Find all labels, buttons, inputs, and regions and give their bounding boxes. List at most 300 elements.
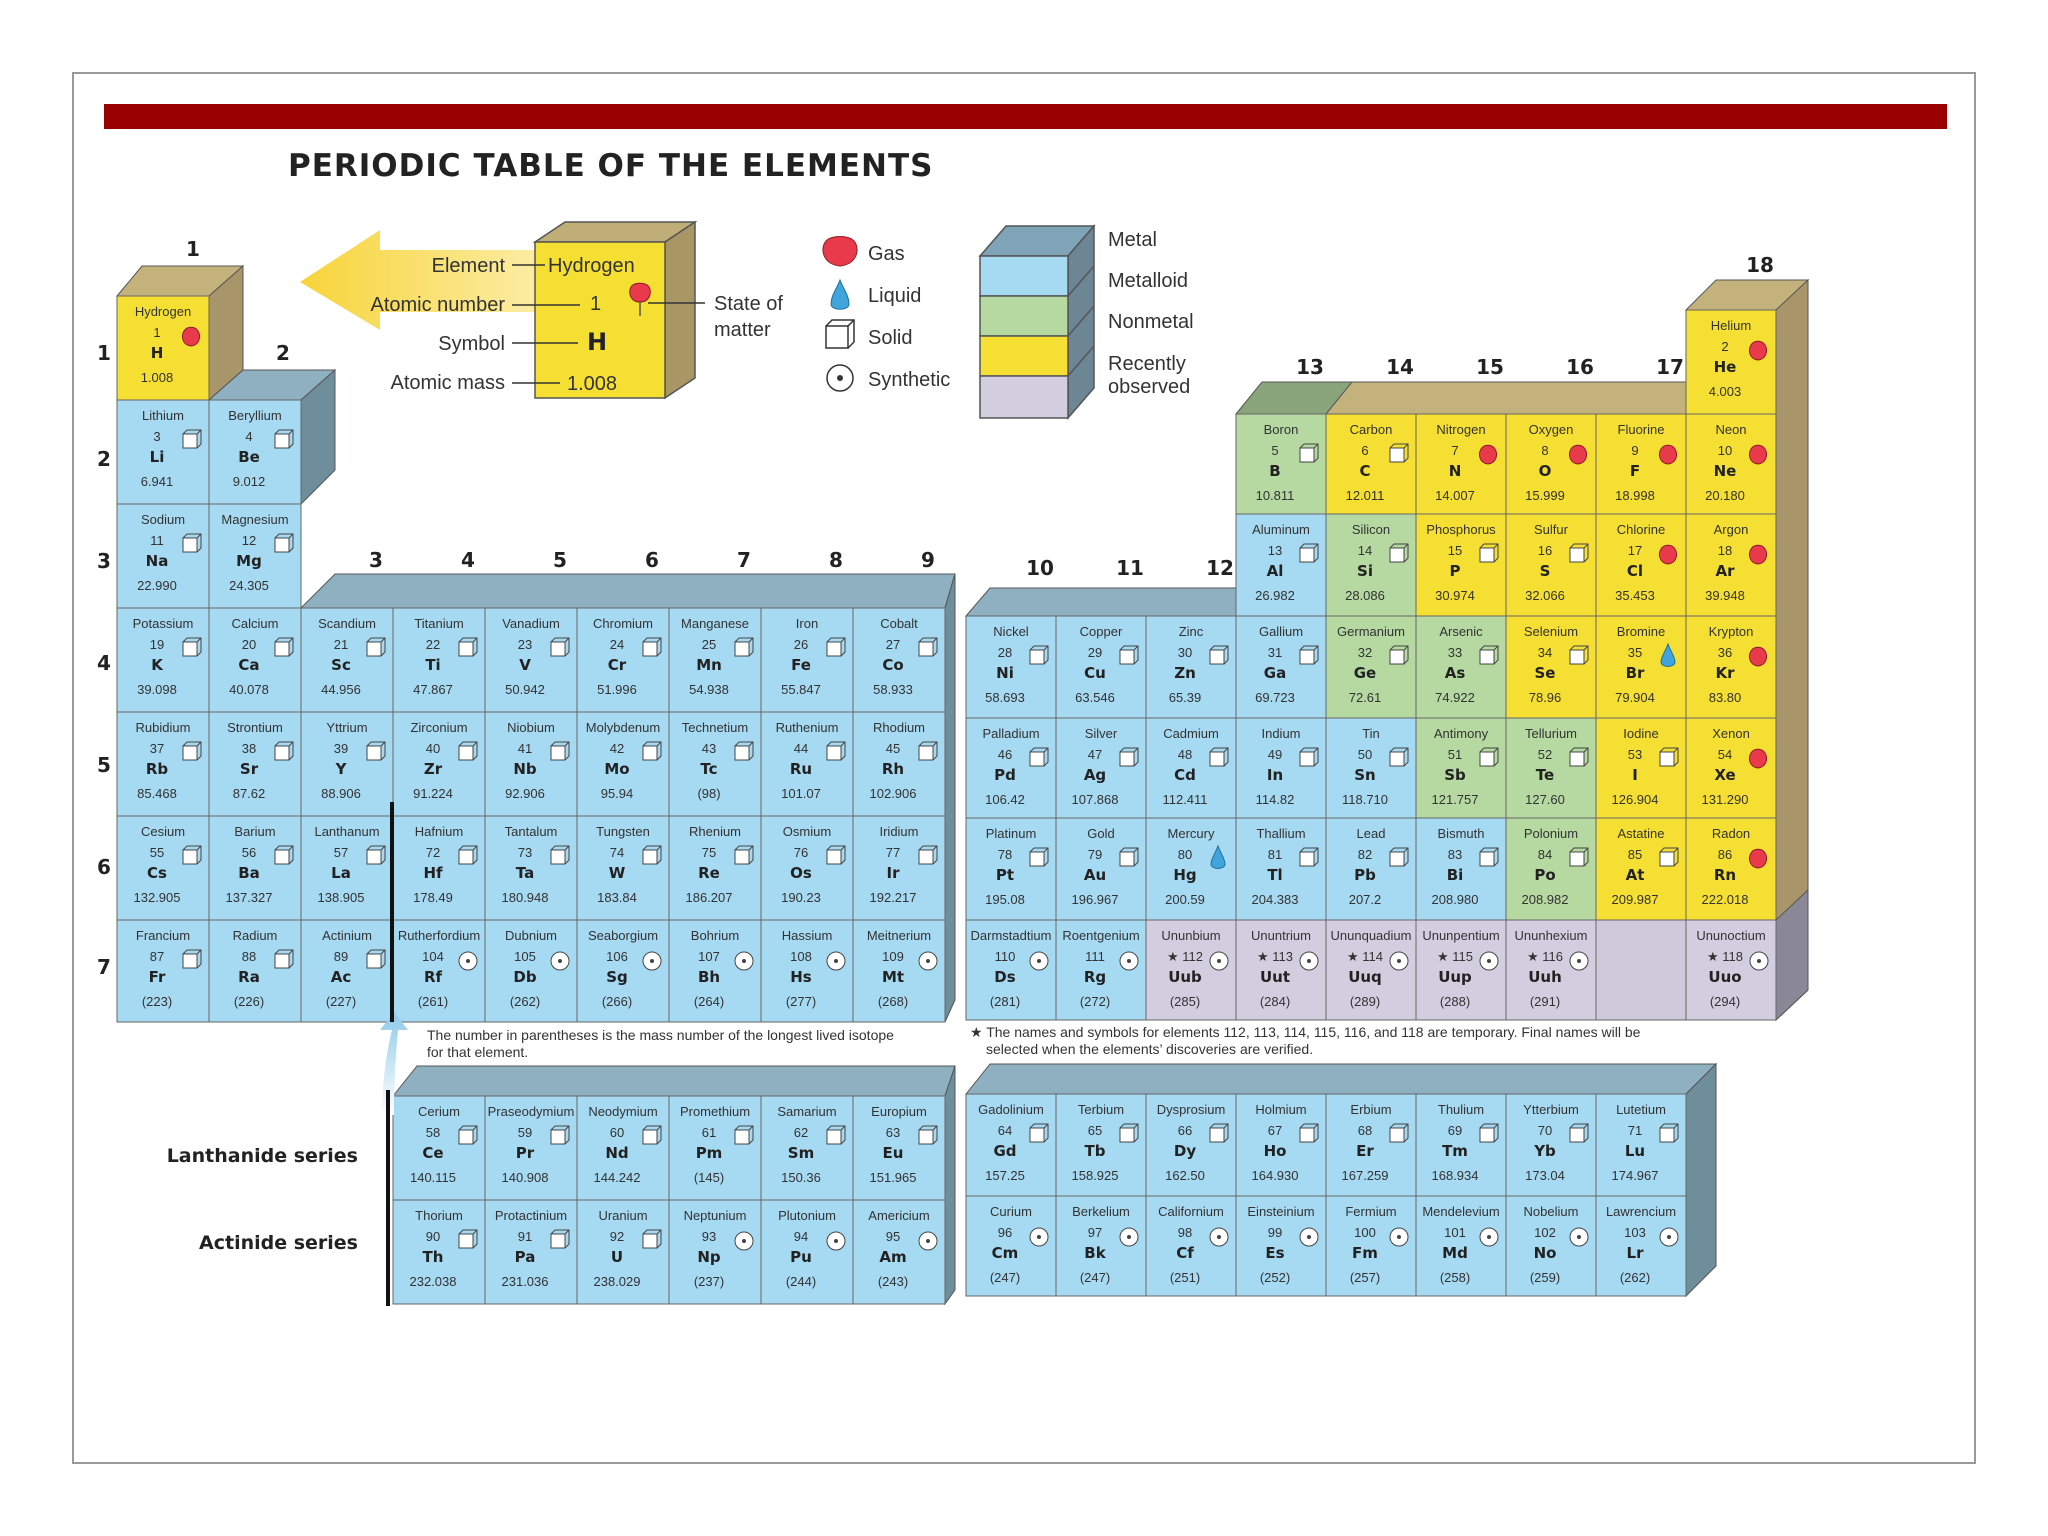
atomic-mass: 28.086 bbox=[1345, 588, 1385, 603]
atomic-number: 91 bbox=[517, 1229, 533, 1244]
group-number-1: 1 bbox=[186, 237, 200, 261]
element-dysprosium[interactable] bbox=[1146, 1094, 1236, 1196]
element-bromine[interactable] bbox=[1596, 616, 1686, 718]
element-symbol: Ba bbox=[238, 864, 260, 882]
element-symbol: Sm bbox=[787, 1144, 815, 1162]
atomic-mass: (261) bbox=[417, 994, 449, 1009]
atomic-number: 76 bbox=[793, 845, 809, 860]
atomic-number: 89 bbox=[333, 949, 349, 964]
element-xenon[interactable] bbox=[1686, 718, 1776, 818]
element-symbol: Eu bbox=[882, 1144, 904, 1162]
synthetic-icon bbox=[1120, 1228, 1138, 1246]
atomic-mass: (251) bbox=[1169, 1270, 1201, 1285]
element-symbol: Se bbox=[1534, 664, 1556, 682]
element-vanadium[interactable] bbox=[485, 608, 577, 712]
element-lithium[interactable] bbox=[117, 400, 209, 504]
atomic-mass: (285) bbox=[1169, 994, 1201, 1009]
element-aluminum[interactable] bbox=[1236, 514, 1326, 616]
element-cobalt[interactable] bbox=[853, 608, 945, 712]
element-samarium[interactable] bbox=[761, 1096, 853, 1200]
element-lanthanum[interactable] bbox=[301, 816, 393, 920]
atomic-mass: 118.710 bbox=[1341, 792, 1389, 807]
gas-icon bbox=[1659, 545, 1676, 564]
element-einsteinium[interactable] bbox=[1236, 1196, 1326, 1296]
atomic-mass: 35.453 bbox=[1615, 588, 1655, 603]
element-uranium[interactable] bbox=[577, 1200, 669, 1304]
atomic-mass: 231.036 bbox=[501, 1274, 549, 1289]
element-name: Vanadium bbox=[502, 616, 560, 631]
atomic-mass: 51.996 bbox=[597, 682, 637, 697]
legend-metalloid-swatch bbox=[980, 296, 1068, 336]
element-osmium[interactable] bbox=[761, 816, 853, 920]
element-berkelium[interactable] bbox=[1056, 1196, 1146, 1296]
element-cesium[interactable] bbox=[117, 816, 209, 920]
element-francium[interactable] bbox=[117, 920, 209, 1022]
element-name: Manganese bbox=[681, 616, 749, 631]
atomic-number: 24 bbox=[609, 637, 625, 652]
element-protactinium[interactable] bbox=[485, 1200, 577, 1304]
atomic-number: 31 bbox=[1267, 645, 1283, 660]
element-name: Phosphorus bbox=[1426, 522, 1496, 537]
element-name: Xenon bbox=[1712, 726, 1750, 741]
group-number-5: 5 bbox=[553, 548, 567, 572]
element-technetium[interactable] bbox=[669, 712, 761, 816]
element-symbol: Sn bbox=[1354, 766, 1376, 784]
element-symbol: Te bbox=[1535, 766, 1555, 784]
element-symbol: Nd bbox=[605, 1144, 629, 1162]
element-dubnium[interactable] bbox=[485, 920, 577, 1022]
atomic-mass: 137.327 bbox=[225, 890, 273, 905]
element-symbol: Li bbox=[149, 448, 165, 466]
element-ruthenium[interactable] bbox=[761, 712, 853, 816]
element-europium[interactable] bbox=[853, 1096, 945, 1200]
element-symbol: Bh bbox=[697, 968, 721, 986]
atomic-mass: (145) bbox=[693, 1170, 725, 1185]
element-americium[interactable] bbox=[853, 1200, 945, 1304]
atomic-number: 15 bbox=[1447, 543, 1463, 558]
element-oxygen[interactable] bbox=[1506, 414, 1596, 514]
element-silver[interactable] bbox=[1056, 718, 1146, 818]
atomic-mass: 72.61 bbox=[1348, 690, 1382, 705]
element-symbol: Uut bbox=[1259, 968, 1291, 986]
atomic-number: 97 bbox=[1087, 1225, 1103, 1240]
atomic-number: 98 bbox=[1177, 1225, 1193, 1240]
element-symbol: Ce bbox=[422, 1144, 444, 1162]
element-cerium[interactable] bbox=[393, 1096, 485, 1200]
atomic-number: 11 bbox=[150, 533, 164, 548]
element-titanium[interactable] bbox=[393, 608, 485, 712]
element-hafnium[interactable] bbox=[393, 816, 485, 920]
element-bohrium[interactable] bbox=[669, 920, 761, 1022]
element-name: Praseodymium bbox=[487, 1104, 575, 1119]
element-potassium[interactable] bbox=[117, 608, 209, 712]
element-name: Zirconium bbox=[410, 720, 468, 735]
element-symbol: Pd bbox=[994, 766, 1016, 784]
element-plutonium[interactable] bbox=[761, 1200, 853, 1304]
atomic-number: 80 bbox=[1177, 847, 1193, 862]
atomic-mass: 164.930 bbox=[1251, 1168, 1299, 1183]
element-name: Fermium bbox=[1345, 1204, 1397, 1219]
element-ununoctium[interactable] bbox=[1686, 920, 1776, 1020]
element-lead[interactable] bbox=[1326, 818, 1416, 920]
atomic-mass: 47.867 bbox=[413, 682, 453, 697]
element-zinc[interactable] bbox=[1146, 616, 1236, 718]
element-radon[interactable] bbox=[1686, 818, 1776, 920]
atomic-number: 107 bbox=[698, 949, 720, 964]
element-name: Platinum bbox=[985, 826, 1037, 841]
element-meitnerium[interactable] bbox=[853, 920, 945, 1022]
element-symbol: No bbox=[1533, 1244, 1557, 1262]
element-barium[interactable] bbox=[209, 816, 301, 920]
element-chromium[interactable] bbox=[577, 608, 669, 712]
element-gadolinium[interactable] bbox=[966, 1094, 1056, 1196]
atomic-mass: 78.96 bbox=[1528, 690, 1562, 705]
element-bismuth[interactable] bbox=[1416, 818, 1506, 920]
element-name: Ununtrium bbox=[1251, 928, 1311, 943]
atomic-mass: 63.546 bbox=[1075, 690, 1115, 705]
synthetic-icon bbox=[1300, 952, 1318, 970]
legend-nonmetal-swatch bbox=[980, 336, 1068, 376]
element-radium[interactable] bbox=[209, 920, 301, 1022]
element-cadmium[interactable] bbox=[1146, 718, 1236, 818]
element-ununpentium[interactable] bbox=[1416, 920, 1506, 1020]
element-name: Dysprosium bbox=[1156, 1102, 1226, 1117]
element-symbol: Hg bbox=[1173, 866, 1197, 884]
element-symbol: Cu bbox=[1084, 664, 1106, 682]
atomic-number: 66 bbox=[1177, 1123, 1193, 1138]
element-sulfur[interactable] bbox=[1506, 514, 1596, 616]
element-erbium[interactable] bbox=[1326, 1094, 1416, 1196]
element-name: Einsteinium bbox=[1247, 1204, 1315, 1219]
element-nitrogen[interactable] bbox=[1416, 414, 1506, 514]
element-lutetium[interactable] bbox=[1596, 1094, 1686, 1196]
element-zirconium[interactable] bbox=[393, 712, 485, 816]
element-mercury[interactable] bbox=[1146, 818, 1236, 920]
key-sample-symbol: H bbox=[587, 328, 608, 356]
element-nickel[interactable] bbox=[966, 616, 1056, 718]
element-chlorine[interactable] bbox=[1596, 514, 1686, 616]
element-rutherfordium[interactable] bbox=[393, 920, 485, 1022]
element-name: Ununoctium bbox=[1696, 928, 1766, 943]
element-symbol: Rf bbox=[423, 968, 443, 986]
atomic-number: 86 bbox=[1717, 847, 1733, 862]
group-number-10: 10 bbox=[1026, 556, 1054, 580]
element-name: Thorium bbox=[415, 1208, 463, 1223]
atomic-mass: (237) bbox=[693, 1274, 725, 1289]
atomic-mass: 121.757 bbox=[1431, 792, 1479, 807]
element-nobelium[interactable] bbox=[1506, 1196, 1596, 1296]
element-name: Polonium bbox=[1523, 826, 1579, 841]
element-palladium[interactable] bbox=[966, 718, 1056, 818]
element-selenium[interactable] bbox=[1506, 616, 1596, 718]
element-hydrogen[interactable] bbox=[117, 296, 209, 400]
element-strontium[interactable] bbox=[209, 712, 301, 816]
atomic-number: 40 bbox=[425, 741, 441, 756]
element-name: Osmium bbox=[782, 824, 832, 839]
element-californium[interactable] bbox=[1146, 1196, 1236, 1296]
element-name: Terbium bbox=[1077, 1102, 1125, 1117]
atomic-number: 55 bbox=[149, 845, 165, 860]
atomic-mass: 74.922 bbox=[1435, 690, 1475, 705]
atomic-number: 53 bbox=[1627, 747, 1643, 762]
group-number-14: 14 bbox=[1386, 355, 1414, 379]
mass-note-line-1: The number in parentheses is the mass number of the longest lived isotope bbox=[427, 1027, 894, 1043]
atomic-mass: 180.948 bbox=[501, 890, 549, 905]
element-name: Bromine bbox=[1616, 624, 1666, 639]
element-symbol: Mn bbox=[696, 656, 722, 674]
atomic-mass: 101.07 bbox=[781, 786, 821, 801]
atomic-number: 65 bbox=[1087, 1123, 1103, 1138]
atomic-mass: 174.967 bbox=[1611, 1168, 1659, 1183]
element-symbol: V bbox=[519, 656, 531, 674]
element-name: Europium bbox=[871, 1104, 927, 1119]
atomic-mass: 88.906 bbox=[321, 786, 361, 801]
atomic-mass: 22.990 bbox=[137, 578, 177, 593]
atomic-number: 13 bbox=[1267, 543, 1283, 558]
element-symbol: Lu bbox=[1624, 1142, 1646, 1160]
element-molybdenum[interactable] bbox=[577, 712, 669, 816]
atomic-mass: 40.078 bbox=[229, 682, 269, 697]
element-krypton[interactable] bbox=[1686, 616, 1776, 718]
synthetic-icon bbox=[1480, 1228, 1498, 1246]
element-iron[interactable] bbox=[761, 608, 853, 712]
element-ununtrium[interactable] bbox=[1236, 920, 1326, 1020]
element-symbol: Md bbox=[1442, 1244, 1468, 1262]
element-symbol: Uub bbox=[1168, 968, 1202, 986]
key-sample-number: 1 bbox=[590, 293, 602, 315]
element-rubidium[interactable] bbox=[117, 712, 209, 816]
element-calcium[interactable] bbox=[209, 608, 301, 712]
element-name: Carbon bbox=[1349, 422, 1393, 437]
actinide-series-label: Actinide series bbox=[199, 1232, 358, 1254]
period-number-4: 4 bbox=[97, 651, 111, 675]
synthetic-icon bbox=[1480, 952, 1498, 970]
atomic-number: 94 bbox=[793, 1229, 809, 1244]
atomic-mass: 232.038 bbox=[409, 1274, 457, 1289]
element-curium[interactable] bbox=[966, 1196, 1056, 1296]
atomic-number: 12 bbox=[241, 533, 257, 548]
element-arsenic[interactable] bbox=[1416, 616, 1506, 718]
element-name: Bohrium bbox=[690, 928, 740, 943]
element-helium[interactable] bbox=[1686, 310, 1776, 414]
element-thorium[interactable] bbox=[393, 1200, 485, 1304]
element-roentgenium[interactable] bbox=[1056, 920, 1146, 1020]
element-praseodymium[interactable] bbox=[485, 1096, 577, 1200]
element-name: Aluminum bbox=[1252, 522, 1310, 537]
synthetic-icon bbox=[551, 952, 569, 970]
atomic-number: 104 bbox=[422, 949, 444, 964]
element-argon[interactable] bbox=[1686, 514, 1776, 616]
element-symbol: Sc bbox=[331, 656, 351, 674]
atomic-mass: 106.42 bbox=[985, 792, 1025, 807]
element-empty-117[interactable] bbox=[1596, 920, 1686, 1020]
element-antimony[interactable] bbox=[1416, 718, 1506, 818]
element-scandium[interactable] bbox=[301, 608, 393, 712]
element-ununhexium[interactable] bbox=[1506, 920, 1596, 1020]
atomic-number: 75 bbox=[701, 845, 717, 860]
element-promethium[interactable] bbox=[669, 1096, 761, 1200]
element-silicon[interactable] bbox=[1326, 514, 1416, 616]
element-thulium[interactable] bbox=[1416, 1094, 1506, 1196]
atomic-mass: (247) bbox=[989, 1270, 1021, 1285]
atomic-mass: (264) bbox=[693, 994, 725, 1009]
element-name: Selenium bbox=[1523, 624, 1579, 639]
element-name: Zinc bbox=[1178, 624, 1204, 639]
atomic-mass: (272) bbox=[1079, 994, 1111, 1009]
atomic-number: 42 bbox=[609, 741, 625, 756]
element-mendelevium[interactable] bbox=[1416, 1196, 1506, 1296]
element-darmstadtium[interactable] bbox=[966, 920, 1056, 1020]
element-symbol: Ac bbox=[330, 968, 352, 986]
gas-icon bbox=[1479, 445, 1496, 464]
atomic-number: 92 bbox=[609, 1229, 625, 1244]
element-name: Francium bbox=[135, 928, 191, 943]
element-symbol: Ni bbox=[996, 664, 1014, 682]
element-holmium[interactable] bbox=[1236, 1094, 1326, 1196]
mass-note-line-2: for that element. bbox=[427, 1044, 529, 1060]
key-atomic-mass-label: Atomic mass bbox=[390, 372, 505, 394]
atomic-mass: 126.904 bbox=[1611, 792, 1659, 807]
element-name: Beryllium bbox=[228, 408, 282, 423]
atomic-number: 79 bbox=[1087, 847, 1103, 862]
element-manganese[interactable] bbox=[669, 608, 761, 712]
element-tungsten[interactable] bbox=[577, 816, 669, 920]
element-ununbium[interactable] bbox=[1146, 920, 1236, 1020]
element-tellurium[interactable] bbox=[1506, 718, 1596, 818]
atomic-mass: (223) bbox=[141, 994, 173, 1009]
atomic-number: 106 bbox=[606, 949, 628, 964]
element-platinum[interactable] bbox=[966, 818, 1056, 920]
element-symbol: Pt bbox=[995, 866, 1015, 884]
synthetic-icon bbox=[1390, 952, 1408, 970]
key-state-label-2: matter bbox=[714, 319, 771, 341]
atomic-mass: 54.938 bbox=[689, 682, 729, 697]
element-niobium[interactable] bbox=[485, 712, 577, 816]
element-tin[interactable] bbox=[1326, 718, 1416, 818]
element-astatine[interactable] bbox=[1596, 818, 1686, 920]
synthetic-icon bbox=[735, 1232, 753, 1250]
element-gold[interactable] bbox=[1056, 818, 1146, 920]
element-symbol: Sr bbox=[239, 760, 259, 778]
atomic-number: 6 bbox=[1361, 443, 1369, 458]
atomic-mass: 238.029 bbox=[593, 1274, 641, 1289]
atomic-number: ★ 118 bbox=[1707, 949, 1743, 964]
atomic-number: 85 bbox=[1627, 847, 1643, 862]
atomic-number: 14 bbox=[1357, 543, 1373, 558]
element-name: Copper bbox=[1079, 624, 1123, 639]
element-iodine[interactable] bbox=[1596, 718, 1686, 818]
element-name: Rutherfordium bbox=[397, 928, 481, 943]
element-neon[interactable] bbox=[1686, 414, 1776, 514]
element-hassium[interactable] bbox=[761, 920, 853, 1022]
legend-types bbox=[980, 226, 1194, 418]
element-fluorine[interactable] bbox=[1596, 414, 1686, 514]
gas-icon bbox=[1569, 445, 1586, 464]
element-yttrium[interactable] bbox=[301, 712, 393, 816]
element-rhodium[interactable] bbox=[853, 712, 945, 816]
atomic-number: 82 bbox=[1357, 847, 1373, 862]
group-number-15: 15 bbox=[1476, 355, 1504, 379]
group-number-6: 6 bbox=[645, 548, 659, 572]
synthetic-icon bbox=[1030, 952, 1048, 970]
element-phosphorus[interactable] bbox=[1416, 514, 1506, 616]
element-symbol: Br bbox=[1625, 664, 1645, 682]
element-fermium[interactable] bbox=[1326, 1196, 1416, 1296]
atomic-mass: (244) bbox=[785, 1274, 817, 1289]
atomic-number: 83 bbox=[1447, 847, 1463, 862]
atomic-mass: 24.305 bbox=[229, 578, 269, 593]
element-iridium[interactable] bbox=[853, 816, 945, 920]
element-symbol: Pu bbox=[790, 1248, 812, 1266]
element-neptunium[interactable] bbox=[669, 1200, 761, 1304]
element-germanium[interactable] bbox=[1326, 616, 1416, 718]
element-polonium[interactable] bbox=[1506, 818, 1596, 920]
element-symbol: Hs bbox=[790, 968, 812, 986]
atomic-mass: 183.84 bbox=[597, 890, 637, 905]
element-beryllium[interactable] bbox=[209, 400, 301, 504]
element-symbol: Ho bbox=[1263, 1142, 1287, 1160]
atomic-number: 52 bbox=[1537, 747, 1553, 762]
atomic-mass: (262) bbox=[1619, 1270, 1651, 1285]
atomic-mass: 92.906 bbox=[505, 786, 545, 801]
atomic-number: 61 bbox=[701, 1125, 717, 1140]
element-magnesium[interactable] bbox=[209, 504, 301, 608]
element-tantalum[interactable] bbox=[485, 816, 577, 920]
element-indium[interactable] bbox=[1236, 718, 1326, 818]
element-seaborgium[interactable] bbox=[577, 920, 669, 1022]
synthetic-icon bbox=[919, 1232, 937, 1250]
element-copper[interactable] bbox=[1056, 616, 1146, 718]
element-gallium[interactable] bbox=[1236, 616, 1326, 718]
element-name: Tungsten bbox=[596, 824, 650, 839]
element-name: Uranium bbox=[598, 1208, 648, 1223]
atomic-mass: 173.04 bbox=[1525, 1168, 1565, 1183]
gas-icon bbox=[1749, 341, 1766, 360]
element-lawrencium[interactable] bbox=[1596, 1196, 1686, 1296]
element-thallium[interactable] bbox=[1236, 818, 1326, 920]
synthetic-icon bbox=[735, 952, 753, 970]
element-symbol: W bbox=[608, 864, 626, 882]
element-sodium[interactable] bbox=[117, 504, 209, 608]
element-name: Hafnium bbox=[414, 824, 464, 839]
atomic-number: 35 bbox=[1627, 645, 1643, 660]
atomic-number: 41 bbox=[517, 741, 533, 756]
element-ununquadium[interactable] bbox=[1326, 920, 1416, 1020]
atomic-number: 29 bbox=[1087, 645, 1103, 660]
atomic-mass: 144.242 bbox=[593, 1170, 641, 1185]
element-carbon[interactable] bbox=[1326, 414, 1416, 514]
atomic-mass: 167.259 bbox=[1341, 1168, 1389, 1183]
element-name: Iodine bbox=[1623, 726, 1659, 741]
element-terbium[interactable] bbox=[1056, 1094, 1146, 1196]
element-neodymium[interactable] bbox=[577, 1096, 669, 1200]
key-atomic-number-label: Atomic number bbox=[370, 294, 505, 316]
element-actinium[interactable] bbox=[301, 920, 393, 1022]
element-name: Ytterbium bbox=[1523, 1102, 1579, 1117]
atomic-number: ★ 114 bbox=[1347, 949, 1383, 964]
atomic-mass: (226) bbox=[233, 994, 265, 1009]
legend-metal-swatch bbox=[980, 256, 1068, 296]
synthetic-icon bbox=[643, 952, 661, 970]
synthetic-icon bbox=[1210, 1228, 1228, 1246]
element-ytterbium[interactable] bbox=[1506, 1094, 1596, 1196]
element-boron[interactable] bbox=[1236, 414, 1326, 514]
synthetic-icon bbox=[1210, 952, 1228, 970]
element-rhenium[interactable] bbox=[669, 816, 761, 920]
atomic-mass: (258) bbox=[1439, 1270, 1471, 1285]
element-name: Roentgenium bbox=[1062, 928, 1140, 943]
period-number-6: 6 bbox=[97, 855, 111, 879]
